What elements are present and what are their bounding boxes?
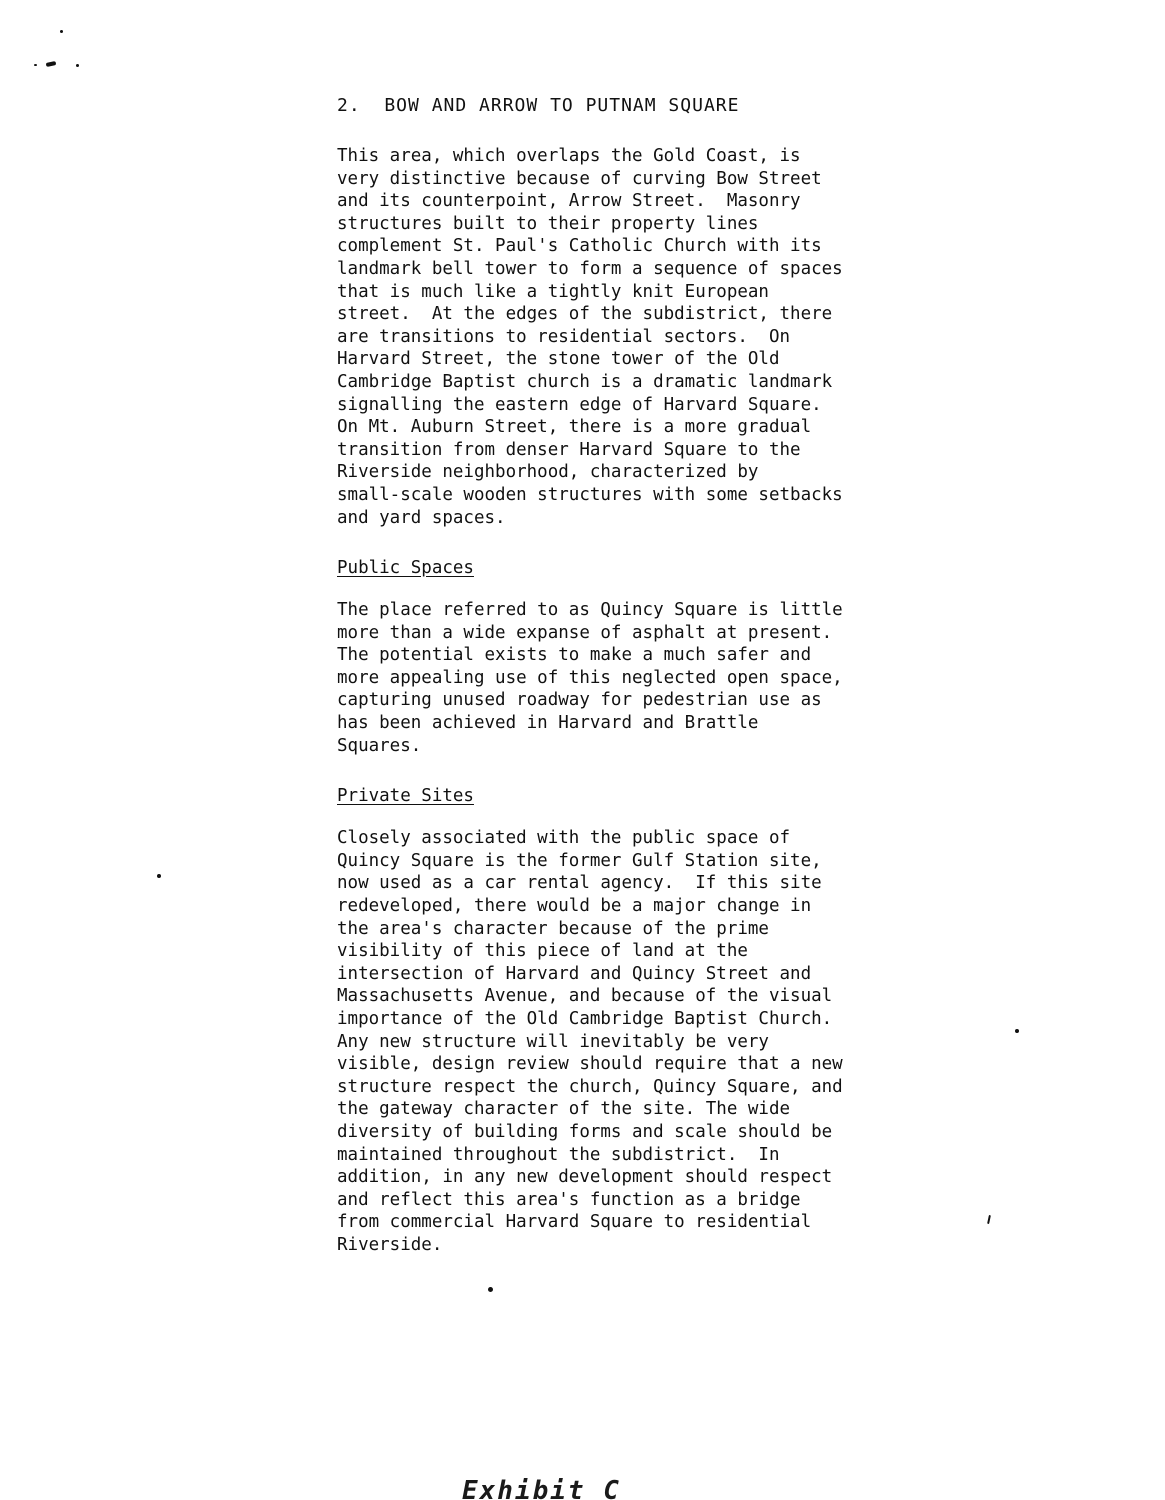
scan-speck xyxy=(76,64,79,67)
text-line: intersection of Harvard and Quincy Street and xyxy=(337,963,812,984)
text-line: Riverside. xyxy=(337,1234,443,1255)
text-line: Quincy Square is the former Gulf Station site, xyxy=(337,850,822,871)
text-line: and yard spaces. xyxy=(337,507,506,528)
text-line: more appealing use of this neglected open space, xyxy=(337,667,843,688)
text-line: has been achieved in Harvard and Brattle xyxy=(337,713,759,734)
text-line: importance of the Old Cambridge Baptist Church. xyxy=(337,1009,833,1029)
text-line: visible, design review should require that a new xyxy=(337,1054,843,1075)
text-line: Any new structure will inevitably be very xyxy=(337,1031,769,1052)
text-line: Riverside neighborhood, characterized by xyxy=(337,462,759,483)
text-line: redeveloped, there would be a major change in xyxy=(337,896,812,917)
text-line: Harvard Street, the stone tower of the Old xyxy=(337,349,780,370)
private-sites-heading: Private Sites xyxy=(337,786,474,807)
public-spaces-paragraph xyxy=(337,599,1007,757)
text-line: addition, in any new development should respect xyxy=(337,1167,833,1188)
scan-speck xyxy=(157,874,161,878)
document-body xyxy=(337,95,1007,1285)
section-heading: 2. BOW AND ARROW TO PUTNAM SQUARE xyxy=(337,95,740,116)
text-line: The place referred to as Quincy Square is little xyxy=(337,600,843,621)
text-line: complement St. Paul's Catholic Church with its xyxy=(337,236,822,257)
scan-speck xyxy=(34,64,37,66)
scan-speck xyxy=(46,61,57,67)
text-line: diversity of building forms and scale should be xyxy=(337,1121,833,1142)
public-spaces-heading: Public Spaces xyxy=(337,558,474,579)
text-line: the gateway character of the site. The wide xyxy=(337,1099,791,1120)
text-line: The potential exists to make a much safer and xyxy=(337,645,812,666)
text-line: landmark bell tower to form a sequence of spaces xyxy=(337,258,843,279)
scan-speck xyxy=(488,1287,493,1292)
text-line: small-scale wooden structures with some setbacks xyxy=(337,484,843,505)
text-line: structures built to their property lines xyxy=(337,213,759,234)
text-line: Massachusetts Avenue, and because of the visual xyxy=(337,986,833,1007)
text-line: and reflect this area's function as a bridge xyxy=(337,1189,801,1210)
intro-paragraph xyxy=(337,145,1007,529)
text-line: structure respect the church, Quincy Square, and xyxy=(337,1076,843,1097)
text-line: street. At the edges of the subdistrict, there xyxy=(337,304,833,325)
text-line: and its counterpoint, Arrow Street. Masonry xyxy=(337,191,801,212)
text-line: now used as a car rental agency. If this site xyxy=(337,873,822,894)
text-line: maintained throughout the subdistrict. In xyxy=(337,1144,780,1165)
private-sites-paragraph xyxy=(337,827,1007,1256)
text-line: Squares. xyxy=(337,735,422,756)
text-line: On Mt. Auburn Street, there is a more gradual xyxy=(337,417,812,438)
text-line: that is much like a tightly knit European xyxy=(337,281,769,302)
text-line: Cambridge Baptist church is a dramatic landmark xyxy=(337,371,833,392)
handwritten-exhibit-mark: Exhibit C xyxy=(462,1478,621,1500)
text-line: the area's character because of the prime xyxy=(337,918,769,939)
text-line: signalling the eastern edge of Harvard Square. xyxy=(337,394,822,415)
text-line: transition from denser Harvard Square to the xyxy=(337,439,801,460)
text-line: capturing unused roadway for pedestrian use as xyxy=(337,690,822,711)
text-line: from commercial Harvard Square to residential xyxy=(337,1212,812,1233)
scan-speck xyxy=(60,30,63,33)
scan-speck xyxy=(1015,1029,1019,1033)
text-line: visibility of this piece of land at the xyxy=(337,941,748,962)
text-line: Closely associated with the public space of xyxy=(337,828,791,849)
text-line: This area, which overlaps the Gold Coast, is xyxy=(337,146,801,166)
text-line: are transitions to residential sectors. On xyxy=(337,326,791,347)
text-line: more than a wide expanse of asphalt at present. xyxy=(337,622,833,643)
text-line: very distinctive because of curving Bow Street xyxy=(337,168,822,189)
